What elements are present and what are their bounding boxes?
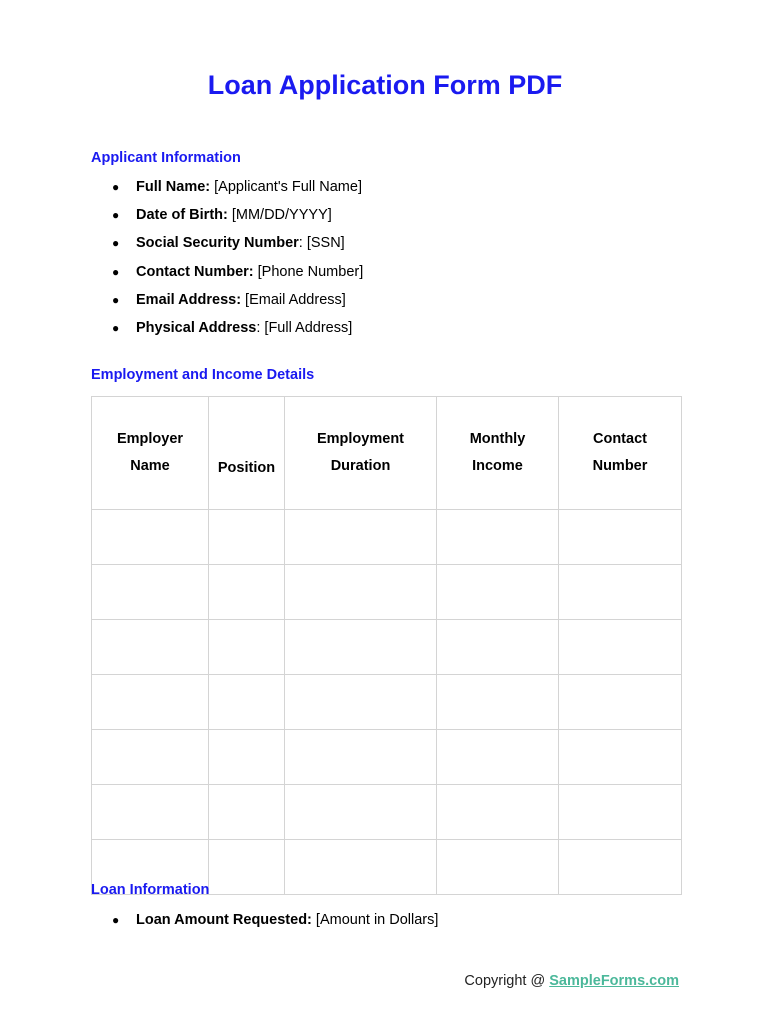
applicant-section-heading: Applicant Information bbox=[91, 150, 241, 166]
field-email-address: ● Email Address: [Email Address] bbox=[112, 291, 346, 308]
table-cell[interactable] bbox=[285, 730, 437, 785]
table-cell[interactable] bbox=[209, 510, 285, 565]
col-employer-name: Employer Name bbox=[92, 397, 209, 510]
table-cell[interactable] bbox=[559, 620, 682, 675]
table-row bbox=[92, 675, 682, 730]
field-physical-address: ● Physical Address: [Full Address] bbox=[112, 319, 353, 336]
table-cell[interactable] bbox=[559, 785, 682, 840]
table-row bbox=[92, 730, 682, 785]
table-cell[interactable] bbox=[209, 565, 285, 620]
loan-section-heading: Loan Information bbox=[91, 882, 210, 898]
field-loan-amount: ● Loan Amount Requested: [Amount in Dollars] bbox=[112, 912, 439, 928]
bullet-icon: ● bbox=[112, 292, 120, 307]
table-row bbox=[92, 785, 682, 840]
table-cell[interactable] bbox=[285, 565, 437, 620]
table-cell[interactable] bbox=[559, 730, 682, 785]
bullet-icon: ● bbox=[112, 913, 120, 927]
bullet-icon: ● bbox=[112, 320, 120, 335]
applicant-field-list bbox=[0, 177, 363, 346]
table-cell[interactable] bbox=[92, 675, 209, 730]
table-cell[interactable] bbox=[285, 510, 437, 565]
bullet-icon: ● bbox=[112, 236, 120, 251]
col-monthly-income: Monthly Income bbox=[437, 397, 559, 510]
col-employment-duration: Employment Duration bbox=[285, 397, 437, 510]
table-cell[interactable] bbox=[437, 510, 559, 565]
field-ssn: ● Social Security Number: [SSN] bbox=[112, 235, 345, 252]
table-cell[interactable] bbox=[285, 620, 437, 675]
table-cell[interactable] bbox=[437, 730, 559, 785]
employment-table bbox=[91, 396, 682, 895]
field-contact-number: ● Contact Number: [Phone Number] bbox=[112, 263, 364, 280]
table-cell[interactable] bbox=[92, 730, 209, 785]
bullet-icon: ● bbox=[112, 264, 120, 279]
table-cell[interactable] bbox=[209, 785, 285, 840]
sampleforms-link[interactable]: SampleForms.com bbox=[549, 973, 679, 989]
table-cell[interactable] bbox=[437, 675, 559, 730]
table-cell[interactable] bbox=[437, 565, 559, 620]
table-cell[interactable] bbox=[92, 785, 209, 840]
table-header-row bbox=[92, 397, 682, 510]
field-date-of-birth: ● Date of Birth: [MM/DD/YYYY] bbox=[112, 207, 332, 224]
loan-field-list bbox=[0, 910, 438, 938]
table-row bbox=[92, 510, 682, 565]
copyright-footer: Copyright @ SampleForms.com bbox=[464, 973, 679, 989]
col-contact-number: Contact Number bbox=[559, 397, 682, 510]
table-cell[interactable] bbox=[285, 840, 437, 895]
table-cell[interactable] bbox=[285, 675, 437, 730]
table-cell[interactable] bbox=[559, 840, 682, 895]
table-cell[interactable] bbox=[437, 620, 559, 675]
page-title: Loan Application Form PDF bbox=[207, 70, 563, 100]
table-row bbox=[92, 620, 682, 675]
table-cell[interactable] bbox=[92, 620, 209, 675]
table-cell[interactable] bbox=[285, 785, 437, 840]
table-cell[interactable] bbox=[559, 510, 682, 565]
col-position: Position bbox=[209, 397, 285, 510]
table-cell[interactable] bbox=[559, 675, 682, 730]
table-cell[interactable] bbox=[92, 565, 209, 620]
table-cell[interactable] bbox=[209, 620, 285, 675]
table-cell[interactable] bbox=[437, 840, 559, 895]
bullet-icon: ● bbox=[112, 208, 120, 223]
employment-section-heading: Employment and Income Details bbox=[91, 367, 315, 383]
bullet-icon: ● bbox=[112, 180, 120, 194]
table-cell[interactable] bbox=[209, 840, 285, 895]
table-cell[interactable] bbox=[92, 510, 209, 565]
table-cell[interactable] bbox=[209, 675, 285, 730]
table-row bbox=[92, 565, 682, 620]
table-cell[interactable] bbox=[209, 730, 285, 785]
table-cell[interactable] bbox=[437, 785, 559, 840]
field-full-name: ● Full Name: [Applicant's Full Name] bbox=[112, 179, 362, 195]
table-cell[interactable] bbox=[559, 565, 682, 620]
